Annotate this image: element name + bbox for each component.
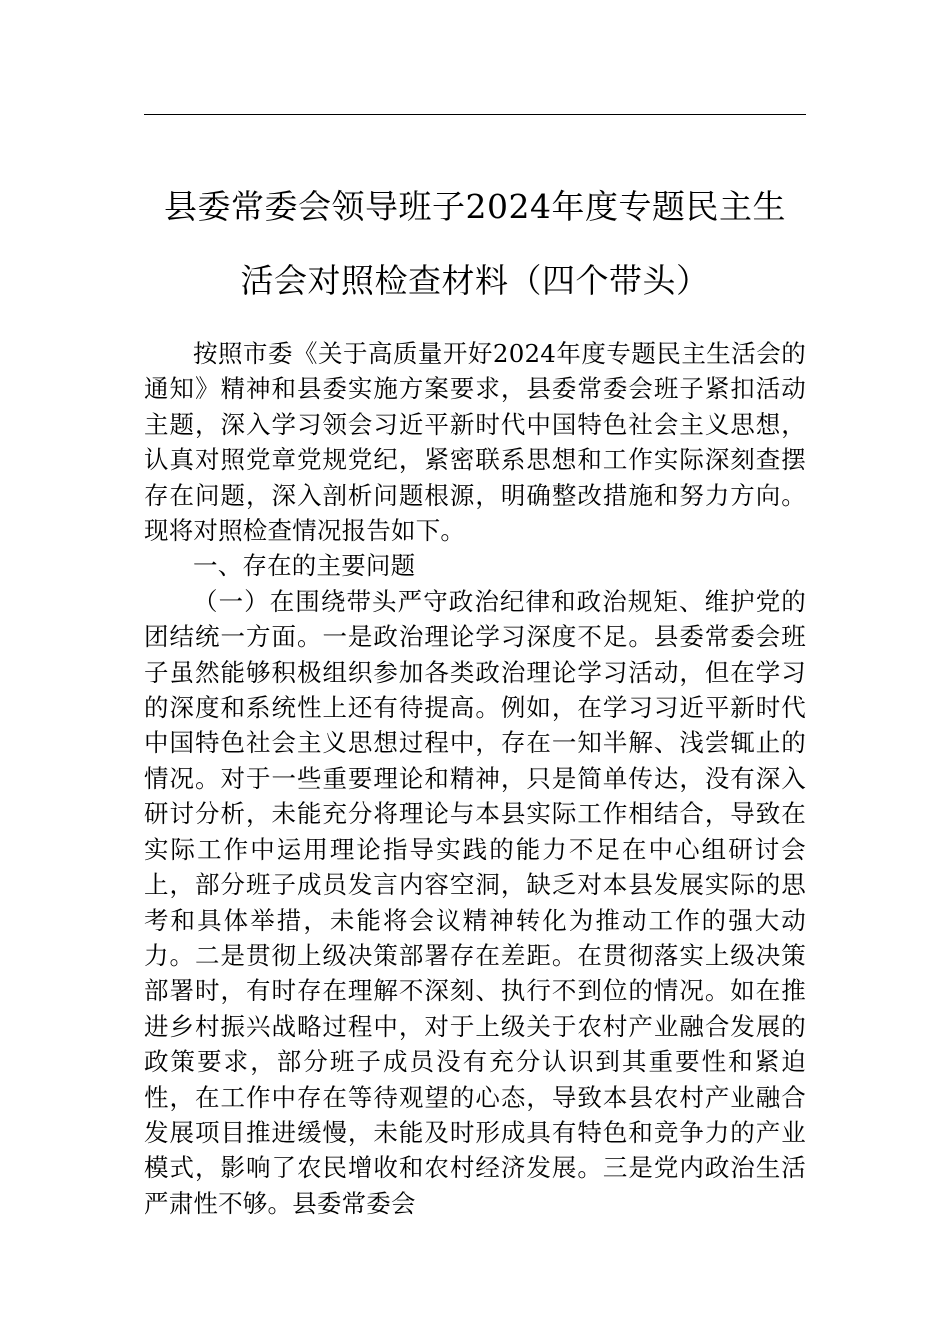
- section-paragraph-political-discipline: （一）在围绕带头严守政治纪律和政治规矩、维护党的团结统一方面。一是政治理论学习深度不足。县委常委会班子虽然能够积极组织参加各类政治理论学习活动，但在学习的深度和系统性上还有待提高。例如，在学习习近平新时代中国特色社会主义思想过程中，存在一知半解、浅尝辄止的情况。对于一些重要理论和精神，只是简单传达，没有深入研讨分析，未能充分将理论与本县实际工作相结合，导致在实际工作中运用理论指导实践的能力不足在中心组研讨会上，部分班子成员发言内容空洞，缺乏对本县发展实际的思考和具体举措，未能将会议精神转化为推动工作的强大动力。二是贯彻上级决策部署存在差距。在贯彻落实上级决策部署时，有时存在理解不深刻、执行不到位的情况。如在推进乡村振兴战略过程中，对于上级关于农村产业融合发展的政策要求，部分班子成员没有充分认识到其重要性和紧迫性，在工作中存在等待观望的心态，导致本县农村产业融合发展项目推进缓慢，未能及时形成具有特色和竞争力的产业模式，影响了农民增收和农村经济发展。三是党内政治生活严肃性不够。县委常委会: [144, 586, 806, 1218]
- document-body: [144, 336, 806, 1221]
- header-rule: [144, 114, 806, 115]
- title-line-2: 活会对照检查材料（四个带头）: [240, 261, 710, 300]
- title-line-1: 县委常委会领导班子2024年度专题民主生: [164, 187, 786, 226]
- document-title: [144, 170, 806, 318]
- intro-paragraph: 按照市委《关于高质量开好2024年度专题民主生活会的通知》精神和县委实施方案要求，县委常委会班子紧扣活动主题，深入学习领会习近平新时代中国特色社会主义思想，认真对照党章党规党纪，紧密联系思想和工作实际深刻查摆存在问题，深入剖析问题根源，明确整改措施和努力方向。现将对照检查情况报告如下。: [144, 339, 806, 546]
- section-heading-problems: 一、存在的主要问题: [193, 551, 416, 581]
